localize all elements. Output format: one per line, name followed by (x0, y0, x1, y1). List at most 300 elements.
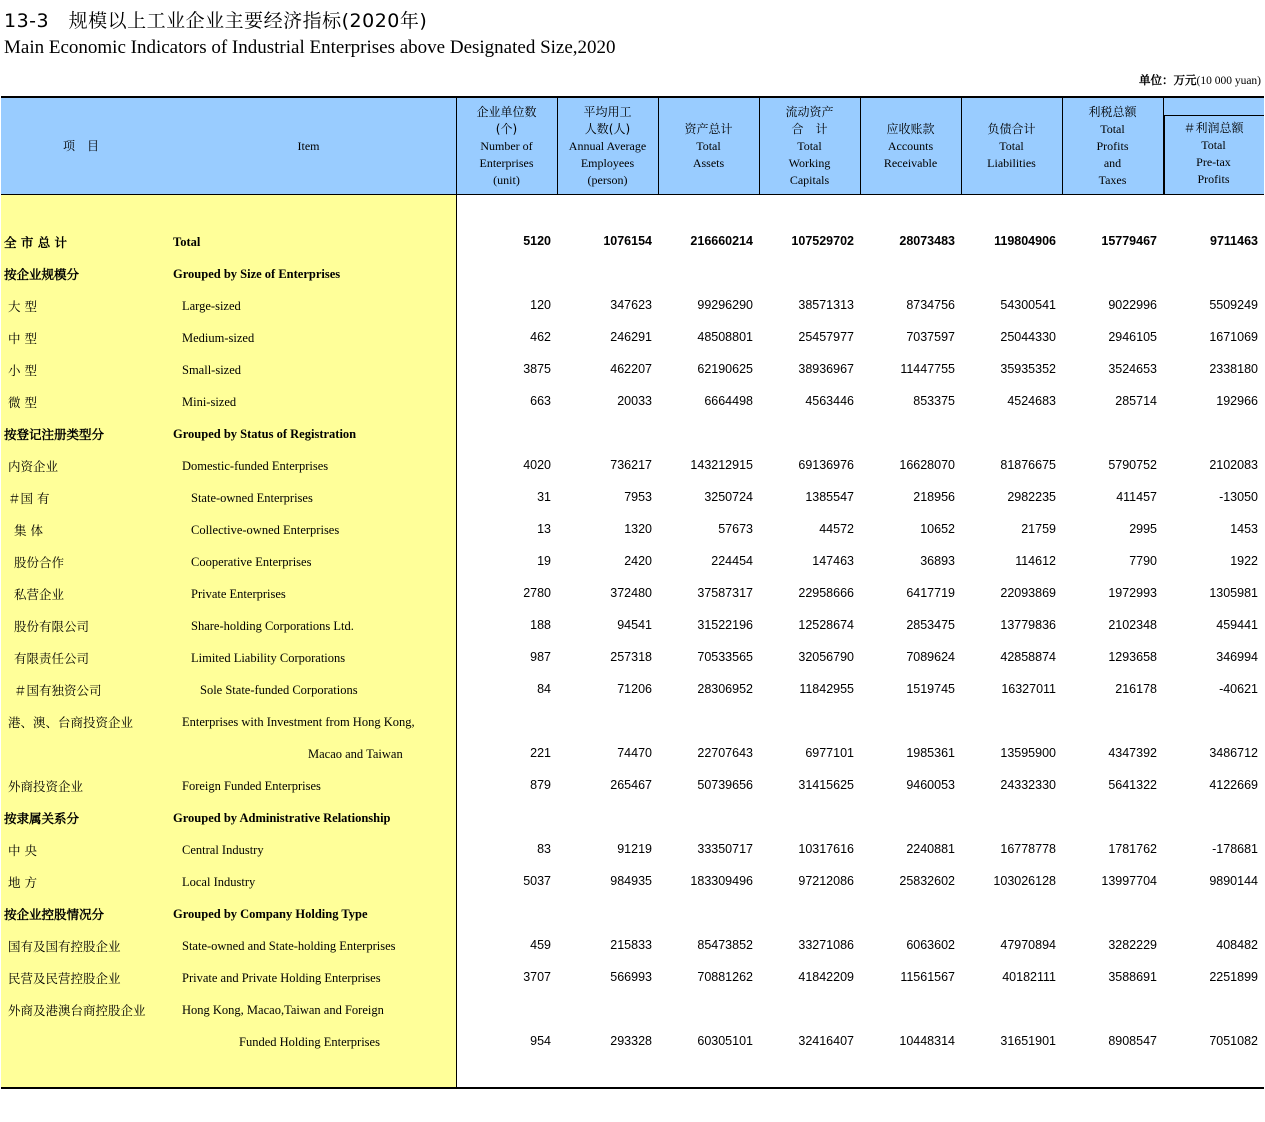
cell-value: 5037 (523, 874, 551, 888)
table-row (0, 353, 1265, 385)
header-column-line: Accounts (887, 138, 934, 153)
cell-value: 22707643 (697, 746, 753, 760)
cell-value: 216660214 (690, 234, 753, 248)
row-label-cn: 大 型 (8, 299, 37, 314)
table-row (0, 545, 1265, 577)
cell-value: 5790752 (1108, 458, 1157, 472)
cell-value: 120 (530, 298, 551, 312)
row-label-en: Share-holding Corporations Ltd. (191, 619, 354, 633)
header-item-cn-text: 项 目 (62, 138, 99, 153)
cell-value: 1293658 (1108, 650, 1157, 664)
cell-value: 11447755 (900, 362, 955, 376)
header-column-divider (658, 98, 659, 194)
row-label-cn: 股份有限公司 (14, 619, 90, 634)
table-row (0, 1025, 1265, 1057)
cell-value: 216178 (1115, 682, 1157, 696)
cell-value: 6664498 (704, 394, 753, 408)
table-row (0, 481, 1265, 513)
cell-value: 47970894 (1000, 938, 1056, 952)
cell-value: 285714 (1115, 394, 1157, 408)
cell-value: 38936967 (798, 362, 854, 376)
cell-value: 99296290 (697, 298, 753, 312)
cell-value: -40621 (1219, 682, 1258, 696)
row-label-cn: ＃国有独资公司 (14, 683, 102, 698)
header-column-line: Total (999, 138, 1024, 153)
cell-value: 16778778 (1000, 842, 1056, 856)
cell-value: 60305101 (697, 1034, 753, 1048)
cell-value: 25832602 (899, 874, 955, 888)
header-column-text (1088, 104, 1136, 189)
row-label-en: Medium-sized (182, 331, 255, 345)
cell-value: 31651901 (1000, 1034, 1056, 1048)
header-column-5 (860, 98, 961, 194)
cell-value: 38571313 (798, 298, 854, 312)
cell-value: 879 (530, 778, 551, 792)
cell-value: 736217 (610, 458, 652, 472)
cell-value: 346994 (1216, 650, 1258, 664)
table-row (0, 641, 1265, 673)
cell-value: 215833 (610, 938, 652, 952)
header-column-divider (557, 98, 558, 194)
row-label-cn: 有限责任公司 (14, 651, 90, 666)
cell-value: 6417719 (906, 586, 955, 600)
cell-value: 2251899 (1209, 970, 1258, 984)
table-row (0, 321, 1265, 353)
cell-value: 32416407 (798, 1034, 854, 1048)
cell-value: 1385547 (805, 490, 854, 504)
cell-value: 3588691 (1108, 970, 1157, 984)
cell-value: 1781762 (1108, 842, 1157, 856)
cell-value: 20033 (617, 394, 652, 408)
cell-value: 57673 (718, 522, 753, 536)
cell-value: 25457977 (798, 330, 854, 344)
cell-value: 13779836 (1000, 618, 1056, 632)
cell-value: 31522196 (697, 618, 753, 632)
cell-value: 3486712 (1209, 746, 1258, 760)
cell-value: 19 (537, 554, 551, 568)
cell-value: 6063602 (906, 938, 955, 952)
cell-value: 1320 (624, 522, 652, 536)
table-row (0, 705, 1265, 737)
header-subcolumn-top-border (1164, 115, 1264, 116)
row-label-cn: 股份合作 (14, 555, 65, 570)
cell-value: 85473852 (697, 938, 753, 952)
cell-value: 4524683 (1007, 394, 1056, 408)
cell-value: 25044330 (1000, 330, 1056, 344)
cell-value: 5120 (523, 234, 551, 248)
table-bottom-border (1, 1087, 1264, 1089)
cell-value: 81876675 (1000, 458, 1056, 472)
row-label-en: Grouped by Company Holding Type (173, 907, 368, 921)
row-label-cn: 小 型 (8, 363, 37, 378)
cell-value: 33271086 (798, 938, 854, 952)
row-label-cn: 民营及民营控股企业 (8, 971, 121, 986)
header-column-cn: 利税总额 (1088, 104, 1137, 119)
cell-value: 10652 (920, 522, 955, 536)
cell-value: 11561567 (900, 970, 955, 984)
cell-value: 107529702 (791, 234, 854, 248)
cell-value: 147463 (812, 554, 854, 568)
header-column-cn: 应收账款 (886, 121, 935, 136)
row-label-en: Large-sized (182, 299, 241, 313)
cell-value: 853375 (913, 394, 955, 408)
cell-value: 2420 (624, 554, 652, 568)
header-column-line: Assets (692, 155, 725, 170)
row-label-en: Funded Holding Enterprises (239, 1035, 380, 1049)
cell-value: 15779467 (1101, 234, 1157, 248)
row-label-en: Private and Private Holding Enterprises (182, 971, 381, 985)
cell-value: 91219 (617, 842, 652, 856)
cell-value: 1076154 (603, 234, 652, 248)
cell-value: 4122669 (1209, 778, 1258, 792)
cell-value: 246291 (610, 330, 652, 344)
cell-value: 4020 (523, 458, 551, 472)
header-column-line: Taxes (1098, 172, 1127, 187)
header-column-text (684, 121, 732, 172)
table-row (0, 225, 1265, 257)
row-label-cn: 按企业规模分 (4, 267, 80, 282)
cell-value: 2102348 (1108, 618, 1157, 632)
header-column-cn: 负债合计 (987, 121, 1036, 136)
cell-value: 188 (530, 618, 551, 632)
row-label-en: Central Industry (182, 843, 264, 857)
cell-value: 13595900 (1000, 746, 1056, 760)
cell-value: 70533565 (697, 650, 753, 664)
cell-value: 5641322 (1108, 778, 1157, 792)
header-column-line: Receivable (883, 155, 938, 170)
row-label-en: Total (173, 235, 201, 249)
cell-value: 459 (530, 938, 551, 952)
table-row (0, 417, 1265, 449)
header-column-line: Profits (1096, 138, 1129, 153)
header-column-line: Profits (1197, 172, 1230, 186)
cell-value: -178681 (1212, 842, 1258, 856)
cell-value: 31415625 (798, 778, 854, 792)
cell-value: 103026128 (993, 874, 1056, 888)
row-label-cn: 国有及国有控股企业 (8, 939, 121, 954)
table-row (0, 769, 1265, 801)
cell-value: 8908547 (1108, 1034, 1157, 1048)
header-column-line: Capitals (789, 172, 830, 187)
row-label-cn: 按企业控股情况分 (4, 907, 105, 922)
cell-value: 954 (530, 1034, 551, 1048)
cell-value: 10317616 (798, 842, 854, 856)
cell-value: 10448314 (899, 1034, 955, 1048)
table-row (0, 609, 1265, 641)
header-column-line: Total (696, 138, 721, 153)
table-title-english: Main Economic Indicators of Industrial Enterprises above Designated Size,2020 (4, 37, 616, 58)
row-label-en: Local Industry (182, 875, 256, 889)
cell-value: 566993 (610, 970, 652, 984)
cell-value: 84 (537, 682, 551, 696)
cell-value: 31 (537, 490, 551, 504)
row-label-en: Sole State-funded Corporations (200, 683, 358, 697)
cell-value: 16628070 (899, 458, 955, 472)
table-row (0, 737, 1265, 769)
cell-value: 70881262 (697, 970, 753, 984)
cell-value: 1453 (1230, 522, 1258, 536)
row-label-en: Small-sized (182, 363, 242, 377)
cell-value: 69136976 (798, 458, 854, 472)
row-label-en: Private Enterprises (191, 587, 286, 601)
table-row (0, 961, 1265, 993)
cell-value: 9022996 (1108, 298, 1157, 312)
cell-value: 7037597 (906, 330, 955, 344)
row-label-cn: 微 型 (8, 395, 37, 410)
cell-value: 4563446 (805, 394, 854, 408)
row-label-cn: 外商投资企业 (8, 779, 84, 794)
table-row (0, 801, 1265, 833)
cell-value: 71206 (617, 682, 652, 696)
cell-value: 41842209 (798, 970, 854, 984)
header-column-text (987, 121, 1036, 172)
row-label-en: Foreign Funded Enterprises (182, 779, 321, 793)
cell-value: 48508801 (697, 330, 753, 344)
header-column-line: 人数(人) (584, 121, 631, 136)
cell-value: 3707 (523, 970, 551, 984)
header-column-text (1183, 104, 1243, 188)
header-column-1 (456, 98, 557, 194)
header-column-line: Number of (480, 138, 533, 153)
cell-value: 2338180 (1209, 362, 1258, 376)
cell-value: 97212086 (798, 874, 854, 888)
cell-value: 6977101 (805, 746, 854, 760)
header-column-text (785, 104, 833, 189)
header-column-line: Total (1201, 138, 1226, 152)
row-label-cn: 地 方 (8, 875, 37, 890)
row-label-cn: 私营企业 (14, 587, 65, 602)
cell-value: 7089624 (906, 650, 955, 664)
header-column-cn: ＃利润总额 (1183, 121, 1244, 135)
cell-value: 293328 (610, 1034, 652, 1048)
header-column-line: 合 计 (791, 121, 828, 136)
row-label-cn: 港、澳、台商投资企业 (8, 715, 134, 730)
header-column-line: Enterprises (479, 155, 534, 170)
cell-value: 13 (537, 522, 551, 536)
cell-value: 3250724 (704, 490, 753, 504)
header-item-en-text: Item (297, 138, 320, 153)
cell-value: 50739656 (697, 778, 753, 792)
table-row (0, 449, 1265, 481)
header-column-8 (1163, 98, 1264, 194)
header-column-divider (961, 98, 962, 194)
cell-value: 2982235 (1007, 490, 1056, 504)
header-column-line: Pre-tax (1196, 155, 1231, 169)
cell-value: 663 (530, 394, 551, 408)
row-label-en: Enterprises with Investment from Hong Kong, (182, 715, 415, 729)
cell-value: 2995 (1129, 522, 1157, 536)
cell-value: 4347392 (1108, 746, 1157, 760)
cell-value: 1922 (1230, 554, 1258, 568)
cell-value: 21759 (1021, 522, 1056, 536)
cell-value: 94541 (617, 618, 652, 632)
row-label-en: Grouped by Size of Enterprises (173, 267, 341, 281)
row-label-en: State-owned Enterprises (191, 491, 313, 505)
cell-value: 3875 (523, 362, 551, 376)
row-label-cn: 按登记注册类型分 (4, 427, 105, 442)
row-label-cn: 内资企业 (8, 459, 59, 474)
cell-value: 2853475 (906, 618, 955, 632)
row-label-en: State-owned and State-holding Enterprises (182, 939, 396, 953)
header-column-divider (759, 98, 760, 194)
header-column-2 (557, 98, 658, 194)
cell-value: 9890144 (1209, 874, 1258, 888)
cell-value: 2780 (523, 586, 551, 600)
row-label-en: Collective-owned Enterprises (191, 523, 340, 537)
cell-value: 411457 (1116, 490, 1157, 504)
header-column-text (569, 104, 646, 189)
header-column-cn: 流动资产 (785, 104, 834, 119)
cell-value: 3282229 (1108, 938, 1157, 952)
row-label-cn: 中 央 (8, 843, 37, 858)
cell-value: 3524653 (1108, 362, 1157, 376)
cell-value: 37587317 (697, 586, 753, 600)
cell-value: 408482 (1216, 938, 1258, 952)
header-column-line: and (1103, 155, 1122, 170)
cell-value: 22958666 (798, 586, 854, 600)
cell-value: 119804906 (994, 234, 1056, 248)
row-label-cn: 中 型 (8, 331, 37, 346)
table-row (0, 993, 1265, 1025)
cell-value: 7790 (1129, 554, 1157, 568)
header-item-en (161, 98, 456, 194)
row-label-en: Macao and Taiwan (308, 747, 403, 761)
header-column-cn: 平均用工 (583, 104, 632, 119)
header-column-line: (person) (587, 172, 628, 187)
table-title-chinese: 13-3 规模以上工业企业主要经济指标(2020年) (4, 10, 428, 32)
cell-value: 372480 (610, 586, 652, 600)
cell-value: 22093869 (1000, 586, 1056, 600)
row-label-en: Domestic-funded Enterprises (182, 459, 329, 473)
table-row (0, 385, 1265, 417)
cell-value: 2102083 (1209, 458, 1258, 472)
header-column-line: Total (797, 138, 822, 153)
header-column-line: (unit) (493, 172, 520, 187)
header-column-cn: 资产总计 (684, 121, 733, 136)
header-column-divider (860, 98, 861, 194)
table-header (1, 96, 1264, 195)
table-row (0, 929, 1265, 961)
cell-value: 54300541 (1000, 298, 1056, 312)
row-label-cn: 按隶属关系分 (4, 811, 80, 826)
table-row (0, 833, 1265, 865)
header-item-cn (1, 98, 161, 194)
cell-value: 74470 (617, 746, 652, 760)
cell-value: 347623 (610, 298, 652, 312)
cell-value: 183309496 (690, 874, 753, 888)
cell-value: 192966 (1216, 394, 1258, 408)
unit-label-cn: 单位：万元 (1138, 73, 1197, 87)
header-column-7 (1062, 98, 1163, 194)
cell-value: 7953 (624, 490, 652, 504)
row-label-en: Grouped by Status of Registration (173, 427, 357, 441)
cell-value: 2240881 (906, 842, 955, 856)
cell-value: 5509249 (1209, 298, 1258, 312)
header-column-line: (个) (495, 121, 518, 136)
cell-value: 16327011 (1001, 682, 1056, 696)
unit-label (1139, 72, 1261, 88)
cell-value: 114612 (1015, 554, 1056, 568)
cell-value: 1985361 (906, 746, 955, 760)
table-row (0, 673, 1265, 705)
header-column-4 (759, 98, 860, 194)
cell-value: 1519745 (906, 682, 955, 696)
header-subcolumn-divider (1164, 116, 1165, 194)
cell-value: 2946105 (1108, 330, 1157, 344)
table-row (0, 513, 1265, 545)
header-column-line: Employees (580, 155, 635, 170)
cell-value: 462207 (610, 362, 652, 376)
header-column-cn: 企业单位数 (476, 104, 537, 119)
cell-value: 44572 (819, 522, 854, 536)
header-column-6 (961, 98, 1062, 194)
table-row (0, 897, 1265, 929)
table-row (0, 865, 1265, 897)
header-column-line: Annual Average (568, 138, 647, 153)
cell-value: 459441 (1216, 618, 1258, 632)
table-row (0, 257, 1265, 289)
cell-value: 83 (537, 842, 551, 856)
cell-value: 257318 (610, 650, 652, 664)
cell-value: 1972993 (1108, 586, 1157, 600)
cell-value: 11842955 (799, 682, 854, 696)
row-label-en: Limited Liability Corporations (191, 651, 346, 665)
cell-value: 24332330 (1000, 778, 1056, 792)
cell-value: 7051082 (1209, 1034, 1258, 1048)
cell-value: 1305981 (1209, 586, 1258, 600)
cell-value: 265467 (610, 778, 652, 792)
cell-value: 9460053 (906, 778, 955, 792)
table-row (0, 577, 1265, 609)
cell-value: 224454 (711, 554, 753, 568)
row-label-cn: 外商及港澳台商控股企业 (8, 1003, 146, 1018)
cell-value: 33350717 (697, 842, 753, 856)
cell-value: 12528674 (798, 618, 854, 632)
row-label-en: Cooperative Enterprises (191, 555, 312, 569)
table-row (0, 289, 1265, 321)
header-column-text (476, 104, 536, 189)
cell-value: 35935352 (1000, 362, 1056, 376)
cell-value: 28073483 (899, 234, 955, 248)
cell-value: 1671069 (1209, 330, 1258, 344)
row-label-cn: ＃国 有 (8, 491, 50, 506)
cell-value: 13997704 (1101, 874, 1157, 888)
cell-value: 462 (530, 330, 551, 344)
cell-value: 28306952 (697, 682, 753, 696)
cell-value: 218956 (913, 490, 955, 504)
header-column-text (884, 121, 937, 172)
cell-value: 40182111 (1002, 970, 1056, 984)
cell-value: 987 (530, 650, 551, 664)
row-label-cn: 全 市 总 计 (4, 235, 68, 250)
cell-value: 221 (530, 746, 551, 760)
header-column-line: Total (1100, 121, 1125, 136)
row-label-en: Grouped by Administrative Relationship (173, 811, 391, 825)
cell-value: 62190625 (697, 362, 753, 376)
cell-value: 9711463 (1210, 234, 1258, 248)
unit-label-en: (10 000 yuan) (1196, 75, 1261, 87)
cell-value: 36893 (920, 554, 955, 568)
cell-value: 984935 (610, 874, 652, 888)
cell-value: 143212915 (690, 458, 753, 472)
row-label-en: Hong Kong, Macao,Taiwan and Foreign (182, 1003, 384, 1017)
header-column-line: Working (788, 155, 831, 170)
row-label-en: Mini-sized (182, 395, 237, 409)
row-label-cn: 集 体 (14, 523, 43, 538)
header-column-divider (1062, 98, 1063, 194)
header-column-line: Liabilities (987, 155, 1036, 170)
cell-value: -13050 (1219, 490, 1258, 504)
